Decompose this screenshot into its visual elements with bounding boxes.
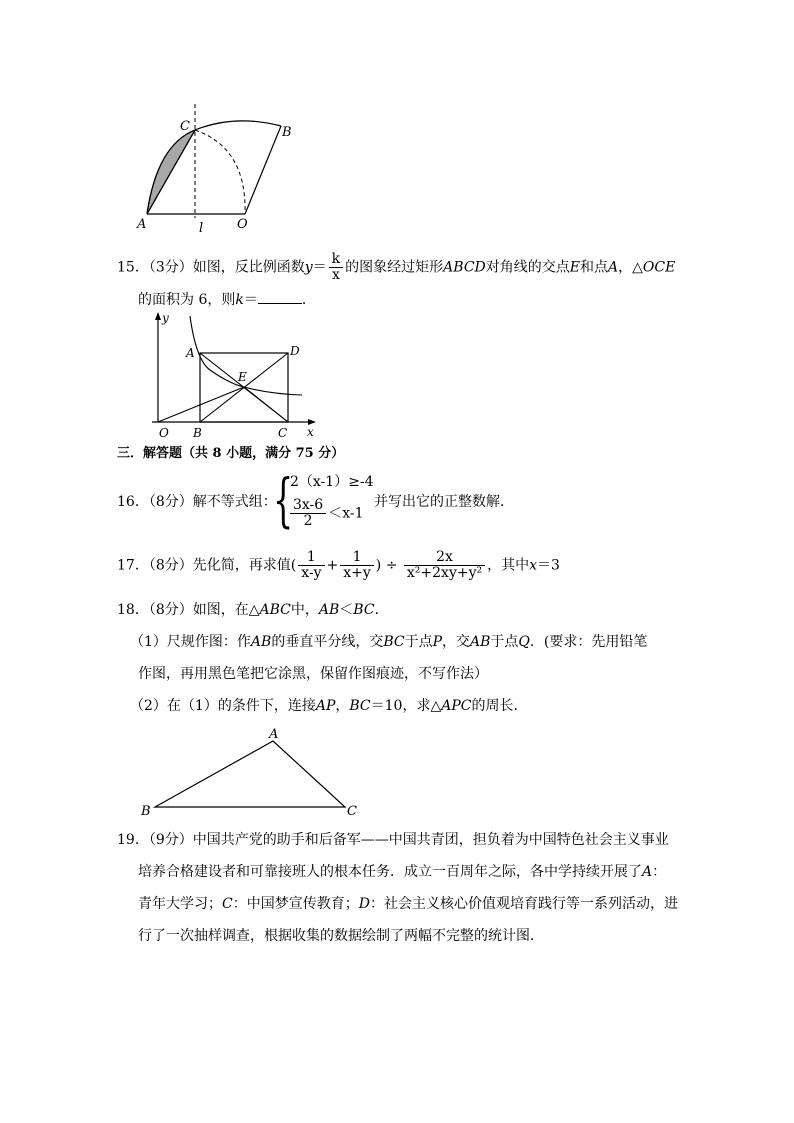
segment-ac bbox=[147, 130, 195, 214]
var-apc: APC bbox=[441, 698, 472, 714]
label-c: C bbox=[180, 119, 190, 134]
paren-open: ( bbox=[290, 557, 297, 574]
numerator: 1 bbox=[298, 550, 324, 566]
q19-number: 19． bbox=[117, 832, 149, 848]
q15-text: ． bbox=[301, 292, 316, 308]
brace-symbol: { bbox=[273, 466, 294, 534]
q18-part2 bbox=[130, 696, 527, 716]
q18-text: （1）尺规作图：作 bbox=[130, 634, 251, 650]
fraction-k-over-x bbox=[329, 252, 343, 283]
var-a: A bbox=[608, 259, 619, 276]
var-x: x bbox=[529, 557, 538, 574]
fraction-3 bbox=[404, 550, 485, 581]
var-ab: AB bbox=[318, 602, 340, 618]
q19-text: ：中国梦宣传教育； bbox=[232, 896, 359, 912]
numerator: 1 bbox=[340, 550, 374, 566]
q16-line bbox=[117, 492, 277, 512]
q17-text: ，其中 bbox=[487, 557, 530, 574]
q18-text: ． bbox=[374, 602, 389, 618]
q17-score: （8分）先化简，再求值 bbox=[148, 557, 291, 574]
q16-number: 16． bbox=[117, 494, 149, 510]
less-than: ＜ bbox=[339, 602, 354, 618]
denominator: x-y bbox=[301, 565, 322, 581]
label-o: O bbox=[237, 217, 248, 232]
q15-number: 15． bbox=[117, 259, 149, 276]
var-abc: ABC bbox=[259, 602, 291, 618]
q18-part1-line1 bbox=[130, 632, 647, 652]
q18-text: （2）在（1）的条件下，连接 bbox=[130, 698, 316, 714]
q19-text: 培养合格建设者和可靠接班人的根本任务．成立一百周年之际，各中学持续开展了 bbox=[138, 864, 642, 880]
q15-text: ＝ bbox=[243, 292, 258, 308]
q19-line3 bbox=[138, 894, 678, 914]
q18-line1 bbox=[117, 600, 389, 620]
label-e: E bbox=[238, 370, 247, 384]
denominator: x bbox=[331, 267, 340, 283]
q17-number: 17． bbox=[117, 557, 149, 574]
label-b: B bbox=[141, 804, 151, 819]
var-y: y bbox=[304, 259, 313, 276]
q18-score: （8分）如图，在△ bbox=[148, 602, 260, 618]
denominator: x+y bbox=[343, 565, 371, 581]
var-e: E bbox=[569, 259, 580, 276]
inequality-2 bbox=[290, 498, 364, 529]
q19-line1 bbox=[117, 830, 669, 850]
q15-text: 的面积为 6，则 bbox=[138, 292, 236, 308]
figure-q14 bbox=[135, 100, 305, 235]
q17-line bbox=[117, 550, 560, 581]
numerator: 3x-6 bbox=[290, 498, 326, 514]
var-abcd: ABCD bbox=[443, 259, 486, 276]
q18-text: 于点 bbox=[490, 634, 519, 650]
q18-part1-line2: 作图，再用黑色笔把它涂黑，保留作图痕迹，不写作法） bbox=[138, 666, 488, 682]
q15-score: （3分） bbox=[148, 259, 193, 276]
segment-oe bbox=[158, 387, 244, 422]
paren-close: ) bbox=[375, 557, 382, 574]
q19-text: （9分）中国共产党的助手和后备军——中国共青团，担负着为中国特色社会主义事业 bbox=[148, 832, 669, 848]
var-bc: BC bbox=[353, 602, 375, 618]
label-c: C bbox=[278, 426, 288, 440]
section-heading: 三．解答题（共 8 小题，满分 75 分） bbox=[117, 446, 345, 461]
q18-text: 的垂直平分线，交 bbox=[271, 634, 384, 650]
q15-text: 和点 bbox=[580, 259, 608, 276]
inequality-rest: ＜x-1 bbox=[328, 505, 364, 522]
figure-q15 bbox=[140, 310, 325, 442]
q18-text: ，交 bbox=[442, 634, 471, 650]
fraction-1 bbox=[298, 550, 324, 581]
segment-ob bbox=[245, 126, 281, 214]
q15-text: 的图象经过矩形 bbox=[345, 259, 444, 276]
numerator: k bbox=[329, 252, 343, 268]
q19-text: ：社会主义核心价值观培育践行等一系列活动，进 bbox=[369, 896, 678, 912]
label-a: A bbox=[269, 727, 279, 742]
answer-blank bbox=[258, 291, 302, 304]
q18-text: 中， bbox=[290, 602, 319, 618]
denominator: 2 bbox=[303, 513, 313, 529]
fraction-2 bbox=[340, 550, 374, 581]
q19-text: ： bbox=[652, 864, 667, 880]
label-l: l bbox=[199, 221, 204, 235]
var-c: C bbox=[222, 896, 233, 912]
var-ap: AP bbox=[315, 698, 336, 714]
q15-text: 对角线的交点 bbox=[485, 259, 570, 276]
dashed-arc bbox=[195, 130, 245, 214]
q17-text: ＝3 bbox=[537, 557, 560, 574]
fraction bbox=[290, 498, 326, 529]
label-c: C bbox=[347, 804, 357, 819]
var-bc: BC bbox=[383, 634, 405, 650]
divide: ÷ bbox=[381, 557, 402, 574]
plus: + bbox=[326, 557, 339, 574]
var-p: P bbox=[432, 634, 443, 650]
var-d: D bbox=[358, 896, 370, 912]
var-q: Q bbox=[518, 634, 530, 650]
denominator: x²+2xy+y² bbox=[406, 565, 483, 581]
label-a: A bbox=[137, 217, 147, 232]
y-arrow bbox=[155, 312, 161, 320]
q18-text: ＝10，求△ bbox=[370, 698, 442, 714]
q15-text: 如图，反比例函数 bbox=[192, 259, 305, 276]
q18-text: 的周长． bbox=[471, 698, 528, 714]
var-bc: BC bbox=[349, 698, 371, 714]
var-k: k bbox=[235, 292, 244, 308]
figure-q18 bbox=[135, 725, 365, 820]
label-x: x bbox=[307, 425, 314, 439]
q18-text: 于点 bbox=[404, 634, 433, 650]
q19-text: 青年大学习； bbox=[138, 896, 222, 912]
q16-tail: 并写出它的正整数解． bbox=[374, 494, 514, 510]
segment-ec bbox=[244, 387, 288, 422]
numerator: 2x bbox=[404, 550, 485, 566]
inequality-1: 2（x-1）≥-4 bbox=[290, 474, 374, 490]
label-b: B bbox=[282, 125, 292, 140]
label-y: y bbox=[162, 311, 169, 325]
label-b: B bbox=[193, 426, 202, 440]
q19-line2 bbox=[138, 862, 666, 882]
triangle-abc bbox=[155, 741, 345, 807]
q15-text: ，△ bbox=[618, 259, 643, 276]
var-ab: AB bbox=[470, 634, 491, 650]
var-oce: OCE bbox=[642, 259, 676, 276]
label-d: D bbox=[290, 344, 300, 358]
q15-line1 bbox=[117, 252, 675, 283]
q18-text: ， bbox=[335, 698, 350, 714]
var-a: A bbox=[642, 864, 653, 880]
q19-line4: 行了一次抽样调查，根据收集的数据绘制了两幅不完整的统计图． bbox=[138, 928, 544, 944]
q18-text: ．(要求：先用铅笔 bbox=[529, 634, 648, 650]
var-ab: AB bbox=[250, 634, 272, 650]
q16-score: （8分）解不等式组： bbox=[148, 494, 277, 510]
arc-cb bbox=[195, 121, 281, 130]
q15-line2 bbox=[138, 290, 316, 310]
equals: ＝ bbox=[312, 259, 327, 276]
label-a: A bbox=[186, 346, 195, 360]
q18-number: 18． bbox=[117, 602, 149, 618]
label-o: O bbox=[159, 426, 169, 440]
